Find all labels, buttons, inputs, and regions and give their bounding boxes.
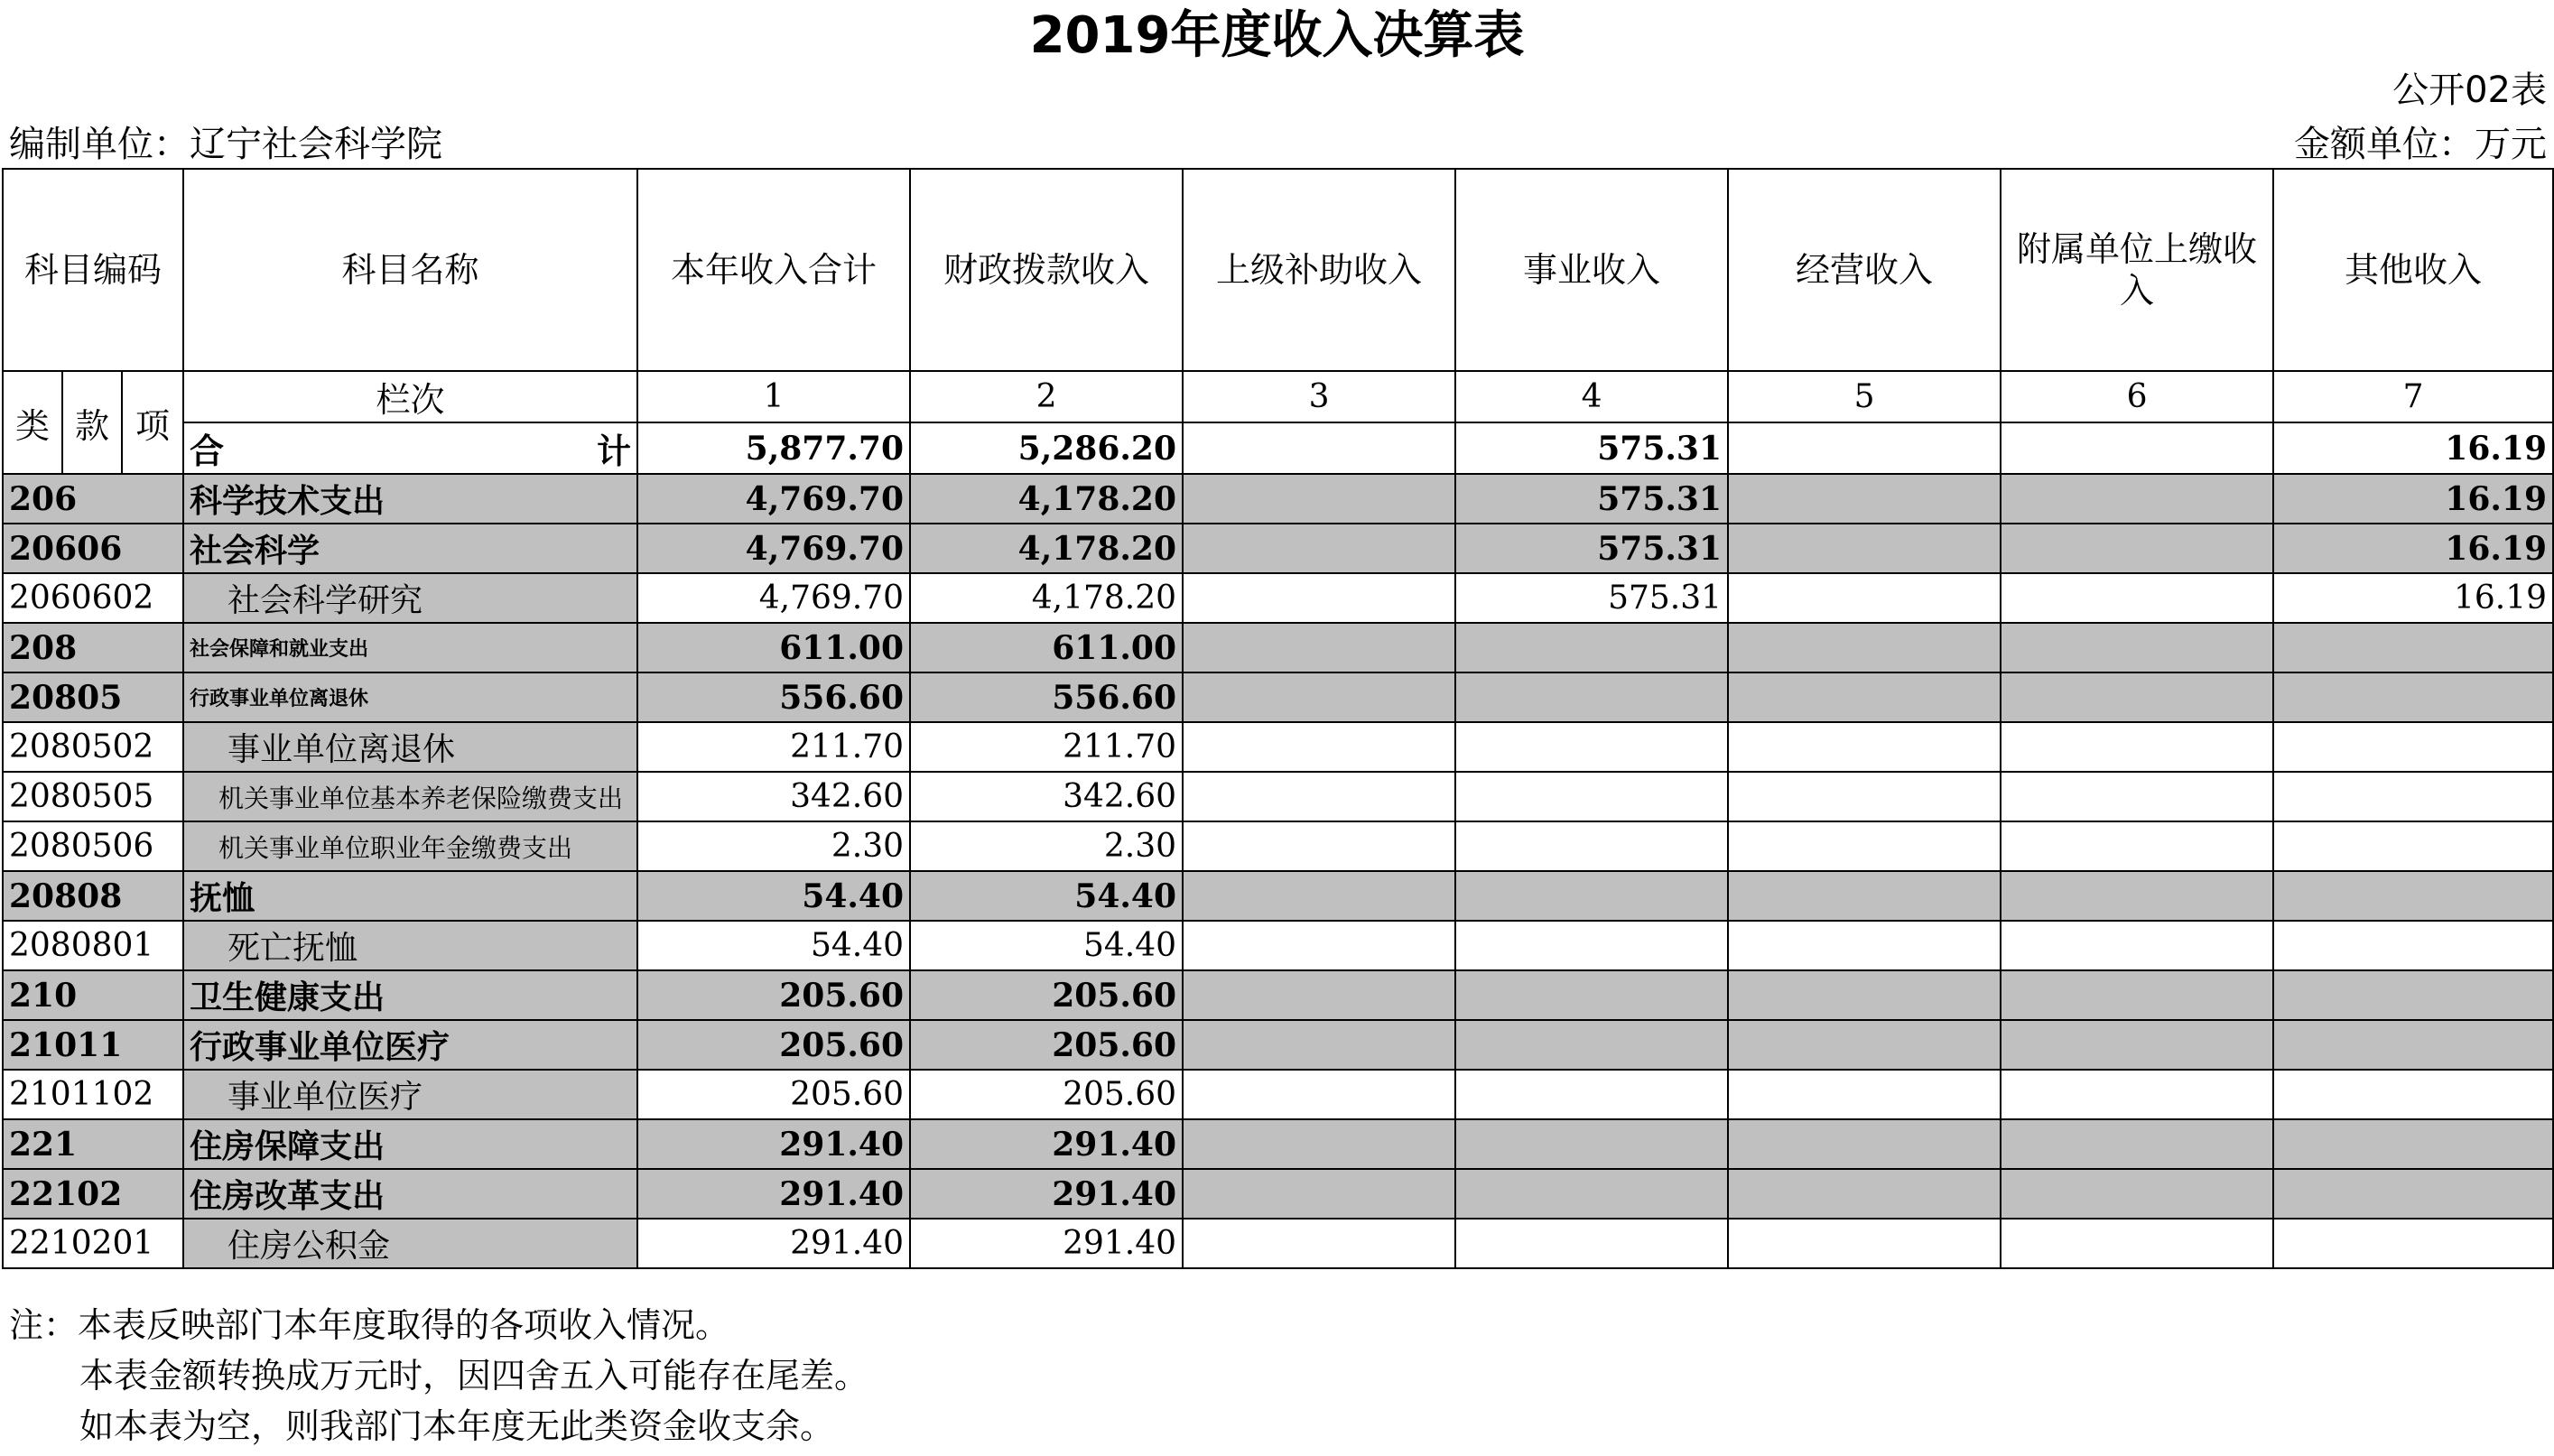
table-row <box>3 1169 2553 1219</box>
row-name: 死亡抚恤 <box>183 921 637 970</box>
row-c5 <box>1728 1169 2001 1219</box>
row-c2: 611.00 <box>910 623 1183 672</box>
row-c2: 205.60 <box>910 970 1183 1020</box>
col-num-5: 5 <box>1728 371 2001 422</box>
col-num-1: 1 <box>637 371 910 422</box>
row-name: 卫生健康支出 <box>183 970 637 1020</box>
row-c7 <box>2273 1119 2553 1169</box>
total-c6 <box>2001 422 2273 474</box>
row-c1: 342.60 <box>637 772 910 821</box>
row-c6 <box>2001 722 2273 772</box>
row-c5 <box>1728 1070 2001 1119</box>
row-c2: 4,178.20 <box>910 524 1183 573</box>
row-c7 <box>2273 970 2553 1020</box>
row-c1: 291.40 <box>637 1169 910 1219</box>
table-row <box>3 1219 2553 1268</box>
form-number: 公开02表 <box>2392 70 2547 111</box>
row-name: 社会科学研究 <box>183 573 637 623</box>
header-business-income: 事业收入 <box>1455 169 1728 371</box>
row-c4 <box>1455 921 1728 970</box>
row-c4 <box>1455 1119 1728 1169</box>
row-c2: 556.60 <box>910 672 1183 722</box>
row-c7 <box>2273 722 2553 772</box>
row-code: 2080506 <box>3 821 183 871</box>
row-c1: 4,769.70 <box>637 524 910 573</box>
row-c2: 291.40 <box>910 1219 1183 1268</box>
table-row <box>3 871 2553 921</box>
row-c6 <box>2001 474 2273 524</box>
row-c6 <box>2001 623 2273 672</box>
row-c2: 211.70 <box>910 722 1183 772</box>
row-code: 21011 <box>3 1020 183 1070</box>
note-line-2: 本表金额转换成万元时，因四舍五入可能存在尾差。 <box>79 1356 869 1396</box>
row-c3 <box>1183 524 1455 573</box>
row-name: 社会保障和就业支出 <box>183 623 637 672</box>
row-c7 <box>2273 1219 2553 1268</box>
row-code: 2080801 <box>3 921 183 970</box>
row-c3 <box>1183 772 1455 821</box>
row-c1: 4,769.70 <box>637 474 910 524</box>
row-c4 <box>1455 1219 1728 1268</box>
row-c4 <box>1455 772 1728 821</box>
row-c5 <box>1728 1219 2001 1268</box>
row-c4: 575.31 <box>1455 573 1728 623</box>
row-c2: 205.60 <box>910 1070 1183 1119</box>
row-c3 <box>1183 921 1455 970</box>
table-row <box>3 474 2553 524</box>
row-c4 <box>1455 1020 1728 1070</box>
column-number-row <box>3 371 2553 422</box>
table-row <box>3 623 2553 672</box>
header-fiscal-appropriation: 财政拨款收入 <box>910 169 1183 371</box>
total-c7: 16.19 <box>2273 422 2553 474</box>
row-c1: 291.40 <box>637 1119 910 1169</box>
row-c3 <box>1183 821 1455 871</box>
row-c6 <box>2001 772 2273 821</box>
total-c4: 575.31 <box>1455 422 1728 474</box>
notes <box>9 1300 868 1451</box>
row-c6 <box>2001 1070 2273 1119</box>
table-row <box>3 821 2553 871</box>
row-name: 事业单位医疗 <box>183 1070 637 1119</box>
row-code: 2060602 <box>3 573 183 623</box>
table-row <box>3 921 2553 970</box>
row-c1: 54.40 <box>637 921 910 970</box>
row-c1: 2.30 <box>637 821 910 871</box>
row-c4 <box>1455 722 1728 772</box>
row-c5 <box>1728 921 2001 970</box>
row-c7 <box>2273 1020 2553 1070</box>
row-name: 住房公积金 <box>183 1219 637 1268</box>
row-c3 <box>1183 970 1455 1020</box>
row-c1: 4,769.70 <box>637 573 910 623</box>
row-c1: 205.60 <box>637 1020 910 1070</box>
table-row <box>3 1020 2553 1070</box>
row-code: 20808 <box>3 871 183 921</box>
header-total-income: 本年收入合计 <box>637 169 910 371</box>
row-c5 <box>1728 871 2001 921</box>
row-c5 <box>1728 524 2001 573</box>
row-c6 <box>2001 573 2273 623</box>
row-name: 行政事业单位离退休 <box>183 672 637 722</box>
row-c7 <box>2273 1169 2553 1219</box>
row-c2: 205.60 <box>910 1020 1183 1070</box>
col-num-6: 6 <box>2001 371 2273 422</box>
table-row <box>3 1070 2553 1119</box>
row-c5 <box>1728 672 2001 722</box>
row-c5 <box>1728 722 2001 772</box>
row-c7: 16.19 <box>2273 573 2553 623</box>
row-c4 <box>1455 1070 1728 1119</box>
header-code: 科目编码 <box>3 169 183 371</box>
row-c1: 291.40 <box>637 1219 910 1268</box>
row-code: 210 <box>3 970 183 1020</box>
row-c6 <box>2001 1119 2273 1169</box>
organization-label: 编制单位：辽宁社会科学院 <box>9 124 442 165</box>
col-num-7: 7 <box>2273 371 2553 422</box>
row-c6 <box>2001 1219 2273 1268</box>
row-c5 <box>1728 821 2001 871</box>
row-c6 <box>2001 672 2273 722</box>
row-c2: 4,178.20 <box>910 474 1183 524</box>
row-c3 <box>1183 623 1455 672</box>
total-c5 <box>1728 422 2001 474</box>
total-c1: 5,877.70 <box>637 422 910 474</box>
row-c7 <box>2273 871 2553 921</box>
table-row <box>3 970 2553 1020</box>
row-c7: 16.19 <box>2273 474 2553 524</box>
row-c4 <box>1455 623 1728 672</box>
amount-unit-label: 金额单位：万元 <box>2294 124 2547 165</box>
table-row <box>3 1119 2553 1169</box>
row-c6 <box>2001 970 2273 1020</box>
row-c7 <box>2273 1070 2553 1119</box>
row-c6 <box>2001 821 2273 871</box>
header-xiang: 项 <box>122 371 183 474</box>
note-line-3: 如本表为空，则我部门本年度无此类资金收支余。 <box>79 1406 835 1446</box>
row-name: 住房保障支出 <box>183 1119 637 1169</box>
row-c3 <box>1183 573 1455 623</box>
row-code: 2080505 <box>3 772 183 821</box>
total-label <box>183 422 637 474</box>
row-code: 208 <box>3 623 183 672</box>
total-row <box>3 422 2553 474</box>
row-c2: 2.30 <box>910 821 1183 871</box>
row-c2: 291.40 <box>910 1119 1183 1169</box>
row-name: 事业单位离退休 <box>183 722 637 772</box>
row-c6 <box>2001 871 2273 921</box>
row-name: 行政事业单位医疗 <box>183 1020 637 1070</box>
row-c1: 611.00 <box>637 623 910 672</box>
row-name: 科学技术支出 <box>183 474 637 524</box>
total-label-left: 合 <box>190 431 225 471</box>
note-line-1: 注：本表反映部门本年度取得的各项收入情况。 <box>9 1305 730 1345</box>
row-c5 <box>1728 623 2001 672</box>
header-row <box>3 169 2553 371</box>
row-c6 <box>2001 524 2273 573</box>
row-c1: 556.60 <box>637 672 910 722</box>
row-c4: 575.31 <box>1455 474 1728 524</box>
row-c3 <box>1183 474 1455 524</box>
page-title: 2019年度收入决算表 <box>1029 6 1525 65</box>
row-name: 社会科学 <box>183 524 637 573</box>
row-c4 <box>1455 1169 1728 1219</box>
header-superior-subsidy: 上级补助收入 <box>1183 169 1455 371</box>
row-c6 <box>2001 921 2273 970</box>
row-code: 2080502 <box>3 722 183 772</box>
header-operating-income: 经营收入 <box>1728 169 2001 371</box>
row-c3 <box>1183 1070 1455 1119</box>
col-num-2: 2 <box>910 371 1183 422</box>
row-code: 2101102 <box>3 1070 183 1119</box>
row-c4 <box>1455 871 1728 921</box>
row-c5 <box>1728 573 2001 623</box>
row-name: 抚恤 <box>183 871 637 921</box>
row-c3 <box>1183 1219 1455 1268</box>
header-name: 科目名称 <box>183 169 637 371</box>
row-code: 206 <box>3 474 183 524</box>
row-c7 <box>2273 821 2553 871</box>
row-c1: 54.40 <box>637 871 910 921</box>
row-name: 住房改革支出 <box>183 1169 637 1219</box>
income-table <box>2 168 2554 1269</box>
header-kuan: 款 <box>62 371 122 474</box>
col-num-4: 4 <box>1455 371 1728 422</box>
row-c5 <box>1728 970 2001 1020</box>
row-c4: 575.31 <box>1455 524 1728 573</box>
row-code: 20805 <box>3 672 183 722</box>
row-c3 <box>1183 672 1455 722</box>
table-row <box>3 524 2553 573</box>
row-c1: 205.60 <box>637 970 910 1020</box>
row-c3 <box>1183 1020 1455 1070</box>
row-c4 <box>1455 821 1728 871</box>
row-code: 221 <box>3 1119 183 1169</box>
row-c2: 4,178.20 <box>910 573 1183 623</box>
row-c3 <box>1183 1169 1455 1219</box>
row-c7 <box>2273 921 2553 970</box>
row-name: 机关事业单位职业年金缴费支出 <box>183 821 637 871</box>
total-c3 <box>1183 422 1455 474</box>
row-c5 <box>1728 474 2001 524</box>
table-row <box>3 722 2553 772</box>
total-label-right: 计 <box>597 431 632 471</box>
row-c1: 211.70 <box>637 722 910 772</box>
row-name: 机关事业单位基本养老保险缴费支出 <box>183 772 637 821</box>
row-c7: 16.19 <box>2273 524 2553 573</box>
col-num-3: 3 <box>1183 371 1455 422</box>
row-code: 2210201 <box>3 1219 183 1268</box>
row-c7 <box>2273 672 2553 722</box>
table-row <box>3 672 2553 722</box>
row-c5 <box>1728 1020 2001 1070</box>
row-code: 20606 <box>3 524 183 573</box>
row-c5 <box>1728 1119 2001 1169</box>
row-c1: 205.60 <box>637 1070 910 1119</box>
row-c3 <box>1183 871 1455 921</box>
row-c2: 54.40 <box>910 871 1183 921</box>
header-lei: 类 <box>3 371 62 474</box>
total-c2: 5,286.20 <box>910 422 1183 474</box>
header-lanci: 栏次 <box>183 371 637 422</box>
row-code: 22102 <box>3 1169 183 1219</box>
row-c6 <box>2001 1169 2273 1219</box>
header-subordinate-income: 附属单位上缴收入 <box>2001 169 2273 371</box>
row-c2: 291.40 <box>910 1169 1183 1219</box>
row-c5 <box>1728 772 2001 821</box>
row-c4 <box>1455 672 1728 722</box>
row-c3 <box>1183 722 1455 772</box>
row-c2: 54.40 <box>910 921 1183 970</box>
table-row <box>3 772 2553 821</box>
row-c6 <box>2001 1020 2273 1070</box>
row-c4 <box>1455 970 1728 1020</box>
row-c2: 342.60 <box>910 772 1183 821</box>
row-c7 <box>2273 772 2553 821</box>
row-c7 <box>2273 623 2553 672</box>
row-c3 <box>1183 1119 1455 1169</box>
header-other-income: 其他收入 <box>2273 169 2553 371</box>
table-row <box>3 573 2553 623</box>
